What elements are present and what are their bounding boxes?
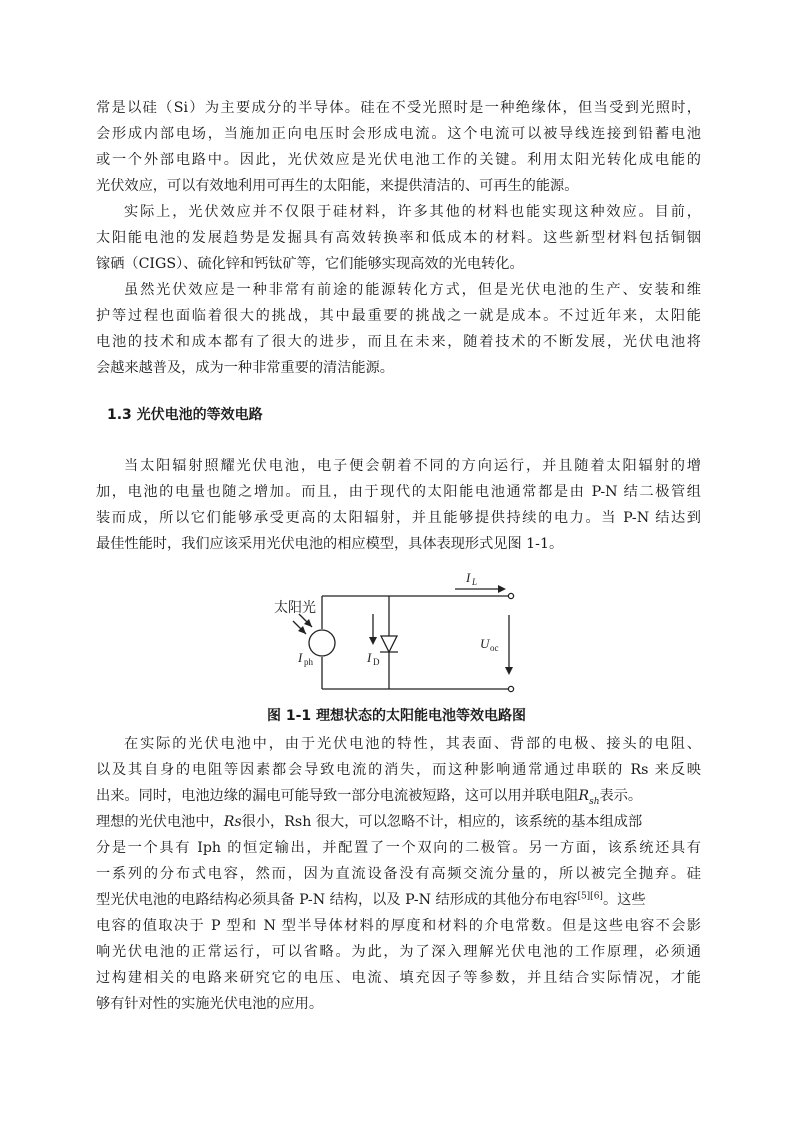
paragraph-line: 够有针对性的实施光伏电池的应用。 <box>96 996 324 1012</box>
paragraph-line: 会形成内部电场，当施加正向电压时会形成电流。这个电流可以被导线连接到铅蓄电池 <box>96 126 701 142</box>
paragraph-line: 电池的技术和成本都有了很大的进步，而且在未来，随着技术的不断发展，光伏电池将 <box>96 334 701 350</box>
paragraph-line: 在实际的光伏电池中，由于光伏电池的特性，其表面、背部的电极、接头的电阻、 <box>124 736 701 752</box>
il-subscript: L <box>472 577 478 587</box>
iph-label: I <box>298 650 303 665</box>
id-subscript: D <box>373 657 380 667</box>
paragraph-line: 太阳能电池的发展趋势是发掘具有高效转换率和低成本的材料。这些新型材料包括铜铟 <box>96 230 701 246</box>
paragraph-line: 会越来越普及，成为一种非常重要的清洁能源。 <box>96 360 394 376</box>
paragraph-line: 电容的值取决于 P 型和 N 型半导体材料的厚度和材料的介电常数。但是这些电容不会影 <box>96 918 701 934</box>
paragraph-line: 最佳性能时，我们应该采用光伏电池的相应模型，具体表现形式见图 1-1。 <box>96 536 564 552</box>
paragraph-line: 加，电池的电量也随之增加。而且，由于现代的太阳能电池通常都是由 P-N 结二极管组 <box>96 484 701 500</box>
diode-icon <box>381 636 397 652</box>
paragraph-line: 以及其自身的电阻等因素都会导致电流的消失，而这种影响通常通过串联的 Rs 来反映 <box>96 762 701 778</box>
text-span: 很小，Rsh 很大，可以忽略不计，相应的，该系统的基本组成部 <box>241 814 643 830</box>
paragraph-line: 过构建相关的电路来研究它的电压、电流、填充因子等参数，并且结合实际情况，才能 <box>96 970 701 986</box>
uoc-subscript: oc <box>490 643 499 653</box>
paragraph-line: 镓硒（CIGS）、硫化锌和钙钛矿等，它们能够实现高效的光电转化。 <box>96 256 524 272</box>
terminal-top-icon <box>508 593 513 598</box>
paragraph-line: 装而成，所以它们能够承受更高的太阳辐射，并且能够提供持续的电力。当 P-N 结达到 <box>96 510 701 526</box>
id-arrowhead <box>369 637 377 645</box>
figure-caption: 图 1-1 理想状态的太阳能电池等效电路图 <box>266 708 527 724</box>
iph-subscript: ph <box>304 657 313 667</box>
il-label: I <box>466 570 471 585</box>
paragraph-line <box>96 887 701 913</box>
text-span: 型光伏电池的电路结构必须具备 P-N 结构，以及 P-N 结形成的其他分布电容 <box>96 892 578 908</box>
paragraph-line: 实际上，光伏效应并不仅限于硅材料，许多其他的材料也能实现这种效应。目前， <box>124 204 701 220</box>
uoc-label: U <box>480 636 490 651</box>
paragraph-line <box>96 809 701 835</box>
il-arrowhead <box>498 585 506 593</box>
text-span: 。这些 <box>602 892 646 908</box>
paragraph-line: 常是以硅（Si）为主要成分的半导体。硅在不受光照时是一种绝缘体，但当受到光照时， <box>96 100 701 116</box>
current-source-icon <box>309 630 335 656</box>
text-span: 表示。 <box>599 788 643 804</box>
text-span: 出来。同时，电池边缘的漏电可能导致一部分电流被短路，这可以用并联电阻 <box>96 788 579 804</box>
sun-label: 太阳光 <box>274 600 316 616</box>
paragraph-line: 虽然光伏效应是一种非常有前途的能源转化方式，但是光伏电池的生产、安装和维 <box>124 282 701 298</box>
rs-symbol: Rs <box>223 814 242 830</box>
uoc-arrowhead <box>505 667 513 675</box>
paragraph-line: 光伏效应，可以有效地利用可再生的太阳能，来提供清洁的、可再生的能源。 <box>96 178 579 194</box>
section-heading: 1.3 光伏电池的等效电路 <box>107 407 263 423</box>
id-label: I <box>367 650 372 665</box>
resistance-symbol: R <box>578 788 590 804</box>
text-span: 理想的光伏电池中， <box>96 814 224 830</box>
paragraph-line: 一系列的分布式电容，然而，因为直流设备没有高频交流分量的，所以被完全抛弃。硅 <box>96 866 701 882</box>
paragraph-line: 当太阳辐射照耀光伏电池，电子便会朝着不同的方向运行，并且随着太阳辐射的增 <box>124 458 701 474</box>
resistance-subscript: sh <box>589 796 600 807</box>
paragraph-line: 或一个外部电路中。因此，光伏效应是光伏电池工作的关键。利用太阳光转化成电能的 <box>96 152 701 168</box>
citation-ref[interactable]: [5][6] <box>577 891 603 902</box>
terminal-bottom-icon <box>508 686 513 691</box>
paragraph-line: 护等过程也面临着很大的挑战，其中最重要的挑战之一就是成本。不过近年来，太阳能 <box>96 308 701 324</box>
paragraph-line: 响光伏电池的正常运行，可以省略。为此，为了深入理解光伏电池的工作原理，必须通 <box>96 944 701 960</box>
paragraph-line: 分是一个具有 Iph 的恒定输出，并配置了一个双向的二极管。另一方面，该系统还具有 <box>96 840 701 856</box>
